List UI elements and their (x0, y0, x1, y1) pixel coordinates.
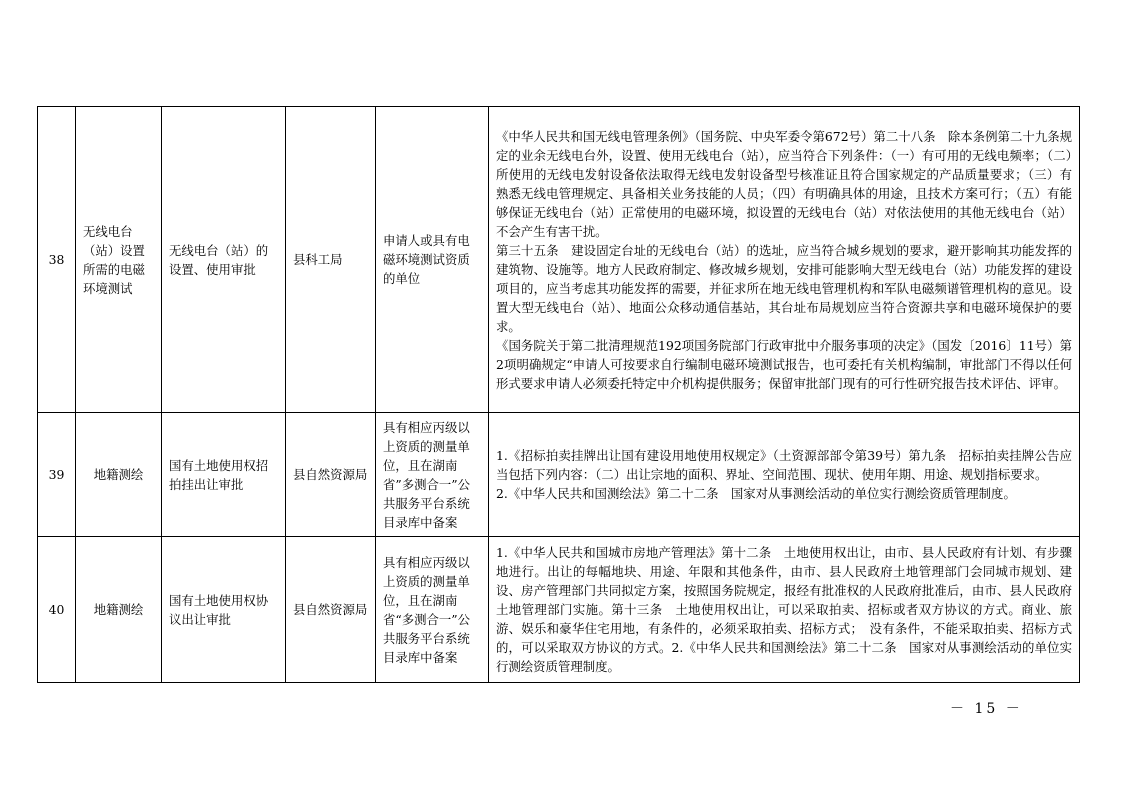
approval-department: 县自然资源局 (286, 537, 376, 683)
table-row (38, 537, 1080, 683)
basis-paragraph: 《中华人民共和国无线电管理条例》（国务院、中央军委令第672号）第二十八条 除本条例第二十九条规定的业余无线电台外，设置、使用无线电台（站），应当符合下列条件：（一）有可用的无线电频率；（二）所使用的无线电发射设备依法取得无线电发射设备型号核准证且符合国家规定的产品质量要求；（三）有熟悉无线电管理规定、具备相关业务技能的人员；（四）有明确具体的用途，且技术方案可行；（五）有能够保证无线电台（站）正常使用的电磁环境，拟设置的无线电台（站）对依法使用的其他无线电台（站）不会产生有害干扰。 (496, 128, 1072, 239)
intermediary-service-item: 地籍测绘 (76, 537, 162, 683)
row-number: 38 (38, 107, 76, 413)
service-provider: 具有相应丙级以上资质的测量单位，且在湖南省”多测合一”公共服务平台系统目录库中备案 (376, 413, 489, 537)
service-provider: 具有相应丙级以上资质的测量单位，且在湖南省“多测合一”公共服务平台系统目录库中备案 (376, 537, 489, 683)
basis-paragraph: 2.《中华人民共和国测绘法》第二十二条 国家对从事测绘活动的单位实行测绘资质管理制度。 (496, 486, 1016, 501)
approval-item: 无线电台（站）的设置、使用审批 (162, 107, 286, 413)
service-items-table (37, 106, 1080, 683)
approval-item: 国有土地使用权招拍挂出让审批 (162, 413, 286, 537)
basis-paragraph: 《国务院关于第二批清理规范192项国务院部门行政审批中介服务事项的决定》（国发〔2016〕11号）第2项明确规定“申请人可按要求自行编制电磁环境测试报告，也可委托有关机构编制，审批部门不得以任何形式要求申请人必须委托特定中介机构提供服务；保留审批部门现有的可行性研究报告技术评估、评审。 (496, 337, 1072, 391)
legal-basis (489, 537, 1080, 683)
legal-basis (489, 413, 1080, 537)
page-number: － 15 － (950, 701, 1023, 717)
row-number: 40 (38, 537, 76, 683)
intermediary-service-item: 地籍测绘 (76, 413, 162, 537)
intermediary-service-item: 无线电台（站）设置所需的电磁环境测试 (76, 107, 162, 413)
table-row (38, 107, 1080, 413)
approval-department: 县自然资源局 (286, 413, 376, 537)
row-number: 39 (38, 413, 76, 537)
approval-item: 国有土地使用权协议出让审批 (162, 537, 286, 683)
legal-basis (489, 107, 1080, 413)
service-provider: 申请人或具有电磁环境测试资质的单位 (376, 107, 489, 413)
approval-department: 县科工局 (286, 107, 376, 413)
basis-paragraph: 第三十五条 建设固定台址的无线电台（站）的选址，应当符合城乡规划的要求，避开影响其功能发挥的建筑物、设施等。地方人民政府制定、修改城乡规划，安排可能影响大型无线电台（站）功能发挥的建设项目的，应当考虑其功能发挥的需要，并征求所在地无线电管理机构和军队电磁频谱管理机构的意见。设置大型无线电台（站）、地面公众移动通信基站，其台址布局规划应当符合资源共享和电磁环境保护的要求。 (496, 242, 1072, 334)
basis-paragraph: 1.《中华人民共和国城市房地产管理法》第十二条 土地使用权出让，由市、县人民政府有计划、有步骤地进行。出让的每幅地块、用途、年限和其他条件，由市、县人民政府土地管理部门会同城市规划、建设、房产管理部门共同拟定方案，按照国务院规定，报经有批准权的人民政府批准后，由市、县人民政府土地管理部门实施。第十三条 土地使用权出让，可以采取拍卖、招标或者双方协议的方式。商业、旅游、娱乐和豪华住宅用地，有条件的，必须采取拍卖、招标方式； 没有条件，不能采取拍卖、招标方式的，可以采取双方协议的方式。2.《中华人民共和国测绘法》第二十二条 国家对从事测绘活动的单位实行测绘资质管理制度。 (496, 545, 1072, 674)
basis-paragraph: 1.《招标拍卖挂牌出让国有建设用地使用权规定》（土资源部部令第39号）第九条 招标拍卖挂牌公告应当包括下列内容：（二）出让宗地的面积、界址、空间范围、现状、使用年期、用途、规划指标要求。 (496, 448, 1072, 482)
table-row (38, 413, 1080, 537)
